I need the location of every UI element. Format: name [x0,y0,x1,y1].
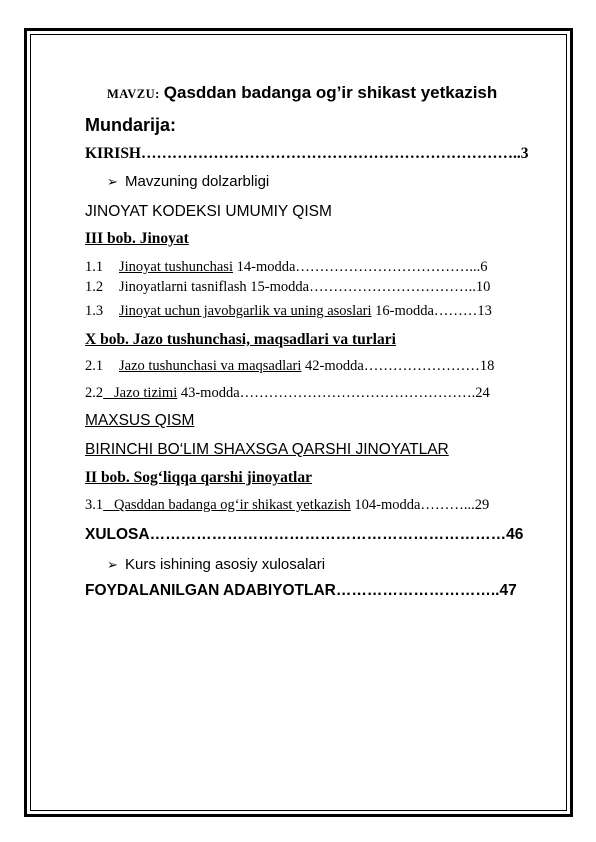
topic-title: Qasddan badanga og’ir shikast yetkazish [163,83,498,102]
toc-entry-adabiyotlar: FOYDALANILGAN ADABIYOTLAR…………………………..47 [85,582,517,599]
chapter-heading: III bob. Jinoyat [85,230,189,247]
bullet-text: Mavzuning dolzarbligi [125,173,270,190]
entry-number: 3.1 [85,497,104,513]
entry-number: 1.2 [85,279,104,295]
entry-page: 14-modda………………………………...6 [232,259,488,275]
entry-page: Jinoyatlarni tasniflash 15-modda……………………………..10 [119,279,491,295]
section-heading: JINOYAT KODEKSI UMUMIY QISM [85,203,332,220]
topic-label: MAVZU: [107,87,160,101]
toc-bullet-item [107,556,325,573]
chapter-heading: II bob. Sog‘liqqa qarshi jinoyatlar [85,469,312,486]
entry-link[interactable]: Jinoyat tushunchasi [119,259,233,275]
topic-line [107,83,497,103]
chapter-heading: X bob. Jazo tushunchasi, maqsadlari va turlari [85,331,396,348]
entry-link[interactable]: Jinoyat uchun javobgarlik va uning asoslari [119,303,372,319]
entry-link[interactable]: Jazo tizimi [103,385,178,401]
toc-entry-kirish: KIRISH………………………………………………………………..3 [85,145,529,162]
entry-page: 16-modda………13 [371,303,492,319]
entry-page: 43-modda………………………………………….24 [177,385,490,401]
toc-entry [85,358,494,375]
entry-page: 104-modda………...29 [350,497,490,513]
toc-entry [85,303,492,320]
entry-number: 1.1 [85,259,104,275]
toc-entry [85,497,489,514]
section-heading: MAXSUS QISM [85,412,195,429]
entry-page: 42-modda……………………18 [301,358,495,374]
toc-entry [85,259,488,276]
entry-number: 2.1 [85,358,104,374]
toc-entry [85,385,490,402]
part-heading: BIRINCHI BO‘LIM SHAXSGA QARSHI JINOYATLAR [85,441,449,458]
arrow-bullet-icon: ➢ [107,557,118,572]
bullet-text: Kurs ishining asosiy xulosalari [125,556,326,573]
toc-entry-xulosa: XULOSA……………………………………………………………46 [85,526,524,543]
page-title: Mundarija: [85,115,177,135]
entry-number: 1.3 [85,303,104,319]
entry-link[interactable]: Qasddan badanga og‘ir shikast yetkazish [103,497,351,513]
arrow-bullet-icon: ➢ [107,174,118,189]
toc-bullet-item [107,173,269,190]
entry-number: 2.2 [85,385,104,401]
toc-entry [85,279,490,296]
entry-link[interactable]: Jazo tushunchasi va maqsadlari [119,358,302,374]
